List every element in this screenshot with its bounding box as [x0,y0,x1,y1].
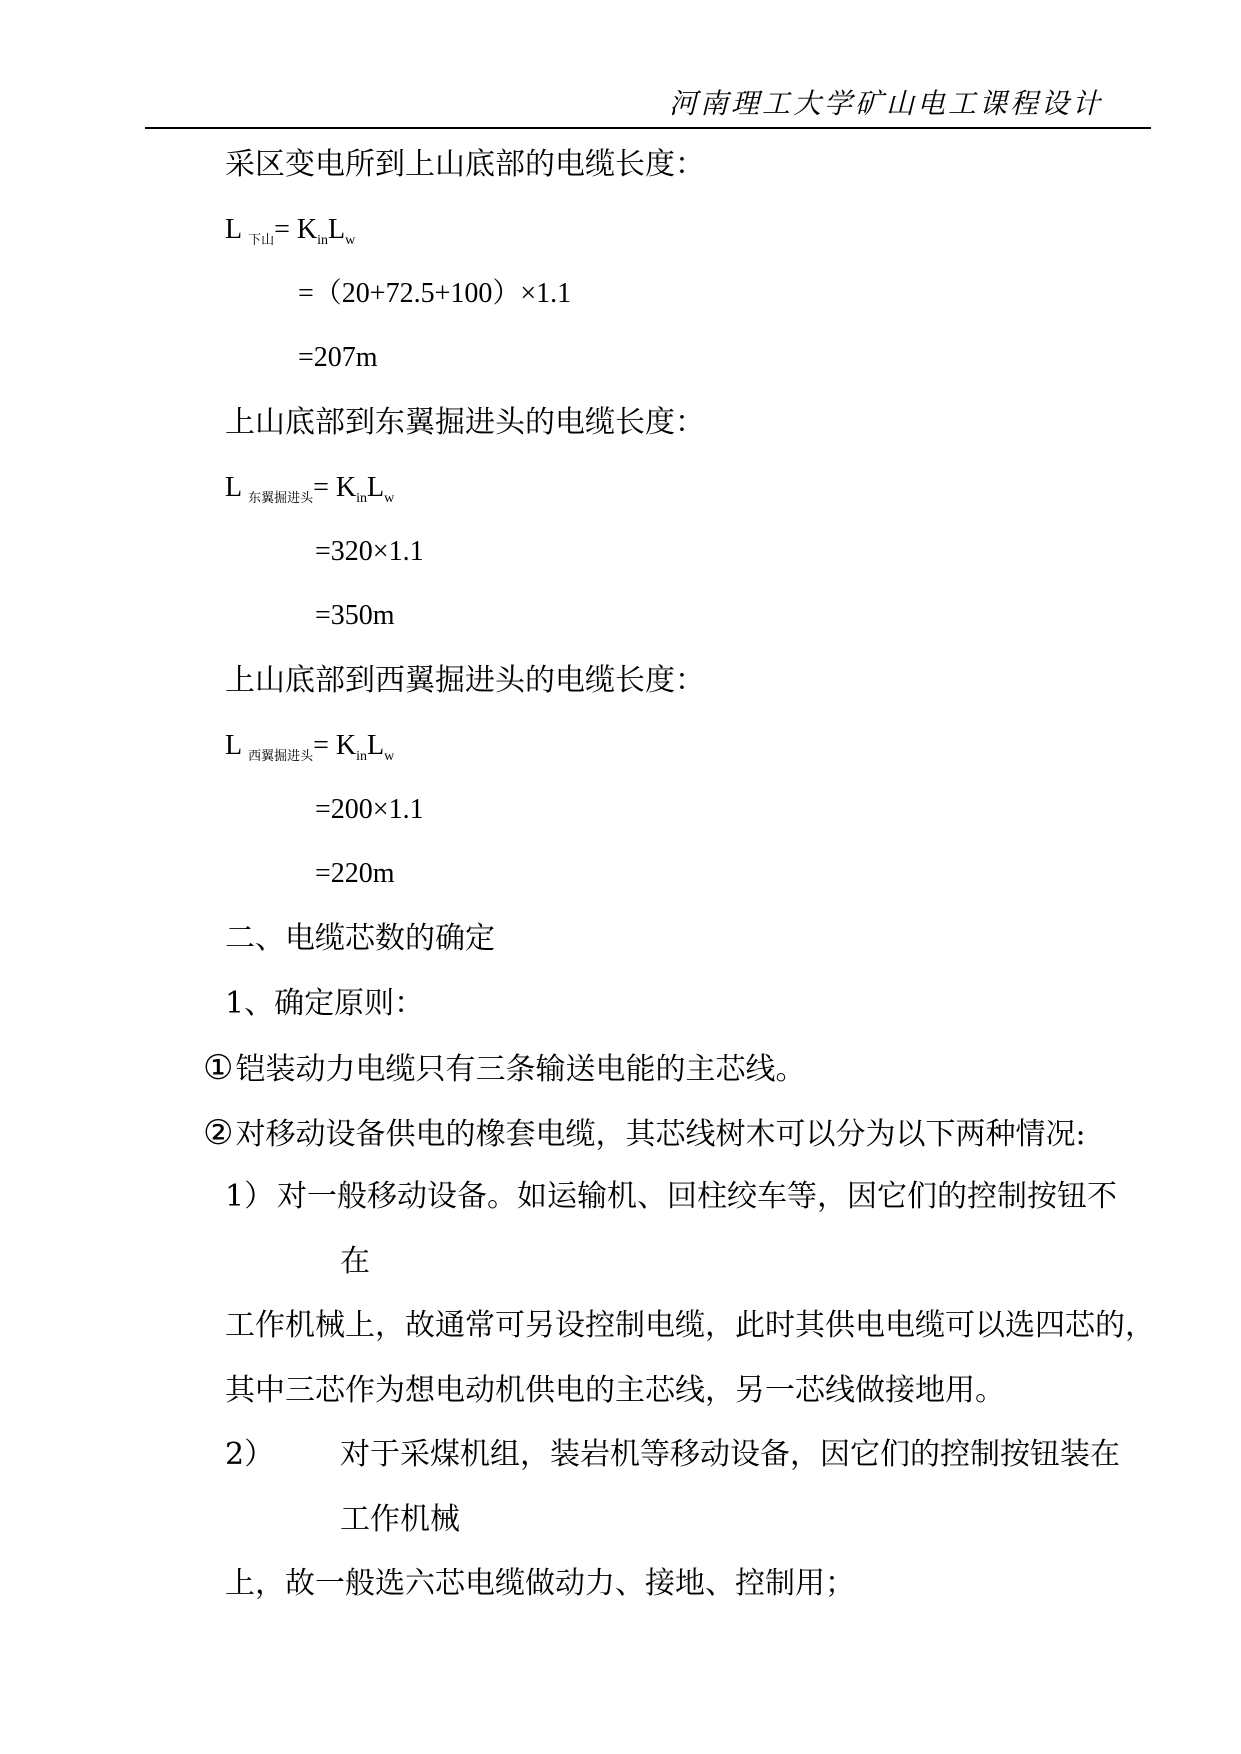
formula-equals-k: = K [274,214,318,245]
circled-number-2: ② [203,1113,234,1153]
sub-item-1 [225,1177,1117,1217]
section-heading-east: 上山底部到东翼掘进头的电缆长度： [225,405,705,440]
formula-xiashan-calc: =（20+72.5+100）×1.1 [298,278,572,309]
list-item-2-text: 对移动设备供电的橡套电缆，其芯线树木可以分为以下两种情况: [235,1117,1086,1152]
sub-item-1-marker: 1） [225,1179,275,1214]
formula-symbol-l2: L [367,730,385,761]
sub-item-1-text: 对一般移动设备。如运输机、回柱绞车等，因它们的控制按钮不 [277,1179,1117,1214]
formula-xiashan [225,210,355,261]
formula-symbol-l: L [225,730,243,761]
list-item-1 [203,1048,805,1090]
sub-item-2 [225,1435,1120,1475]
sub-item-2-continuation: 工作机械 [340,1502,460,1537]
list-item-1-text: 铠装动力电缆只有三条输送电能的主芯线。 [235,1052,806,1087]
section-heading-core-count: 二、电缆芯数的确定 [225,921,495,956]
formula-west-calc: =200×1.1 [315,794,424,825]
paragraph-1-line-1: 工作机械上，故通常可另设控制电缆，此时其供电电缆可以选四芯的， [225,1308,1155,1343]
formula-west-result: =220m [315,858,395,889]
formula-west [225,726,394,777]
sub-item-2-marker: 2） [225,1437,275,1472]
formula-subscript-w: w [384,491,395,506]
sub-item-2-text: 对于采煤机组，装岩机等移动设备，因它们的控制按钮装在 [340,1437,1120,1472]
formula-subscript-in: in [317,233,329,248]
formula-subscript-w: w [384,749,395,764]
formula-subscript: 东翼掘进头 [248,490,314,505]
formula-xiashan-result: =207m [298,342,378,373]
formula-equals-k: = K [313,730,357,761]
formula-subscript-in: in [356,749,368,764]
paragraph-1-line-2: 其中三芯作为想电动机供电的主芯线，另一芯线做接地用。 [225,1373,1005,1408]
formula-symbol-l: L [225,472,243,503]
formula-east-calc: =320×1.1 [315,536,424,567]
header-divider [145,127,1151,129]
formula-equals-k: = K [313,472,357,503]
principle-heading: 1、确定原则： [225,986,425,1021]
formula-symbol-l: L [225,214,243,245]
section-heading-west: 上山底部到西翼掘进头的电缆长度： [225,663,705,698]
list-item-2 [203,1113,1086,1155]
formula-subscript: 下山 [248,232,275,247]
formula-east [225,468,394,519]
formula-symbol-l2: L [328,214,346,245]
header-title: 河南理工大学矿山电工课程设计 [668,87,1103,120]
sub-item-1-continuation: 在 [340,1244,370,1279]
paragraph-2-line-1: 上，故一般选六芯电缆做动力、接地、控制用； [225,1566,855,1601]
formula-subscript-in: in [356,491,368,506]
formula-subscript-w: w [345,233,356,248]
formula-subscript: 西翼掘进头 [248,748,314,763]
circled-number-1: ① [203,1048,234,1088]
formula-symbol-l2: L [367,472,385,503]
formula-east-result: =350m [315,600,395,631]
section-heading-xiashan: 采区变电所到上山底部的电缆长度： [225,147,705,182]
